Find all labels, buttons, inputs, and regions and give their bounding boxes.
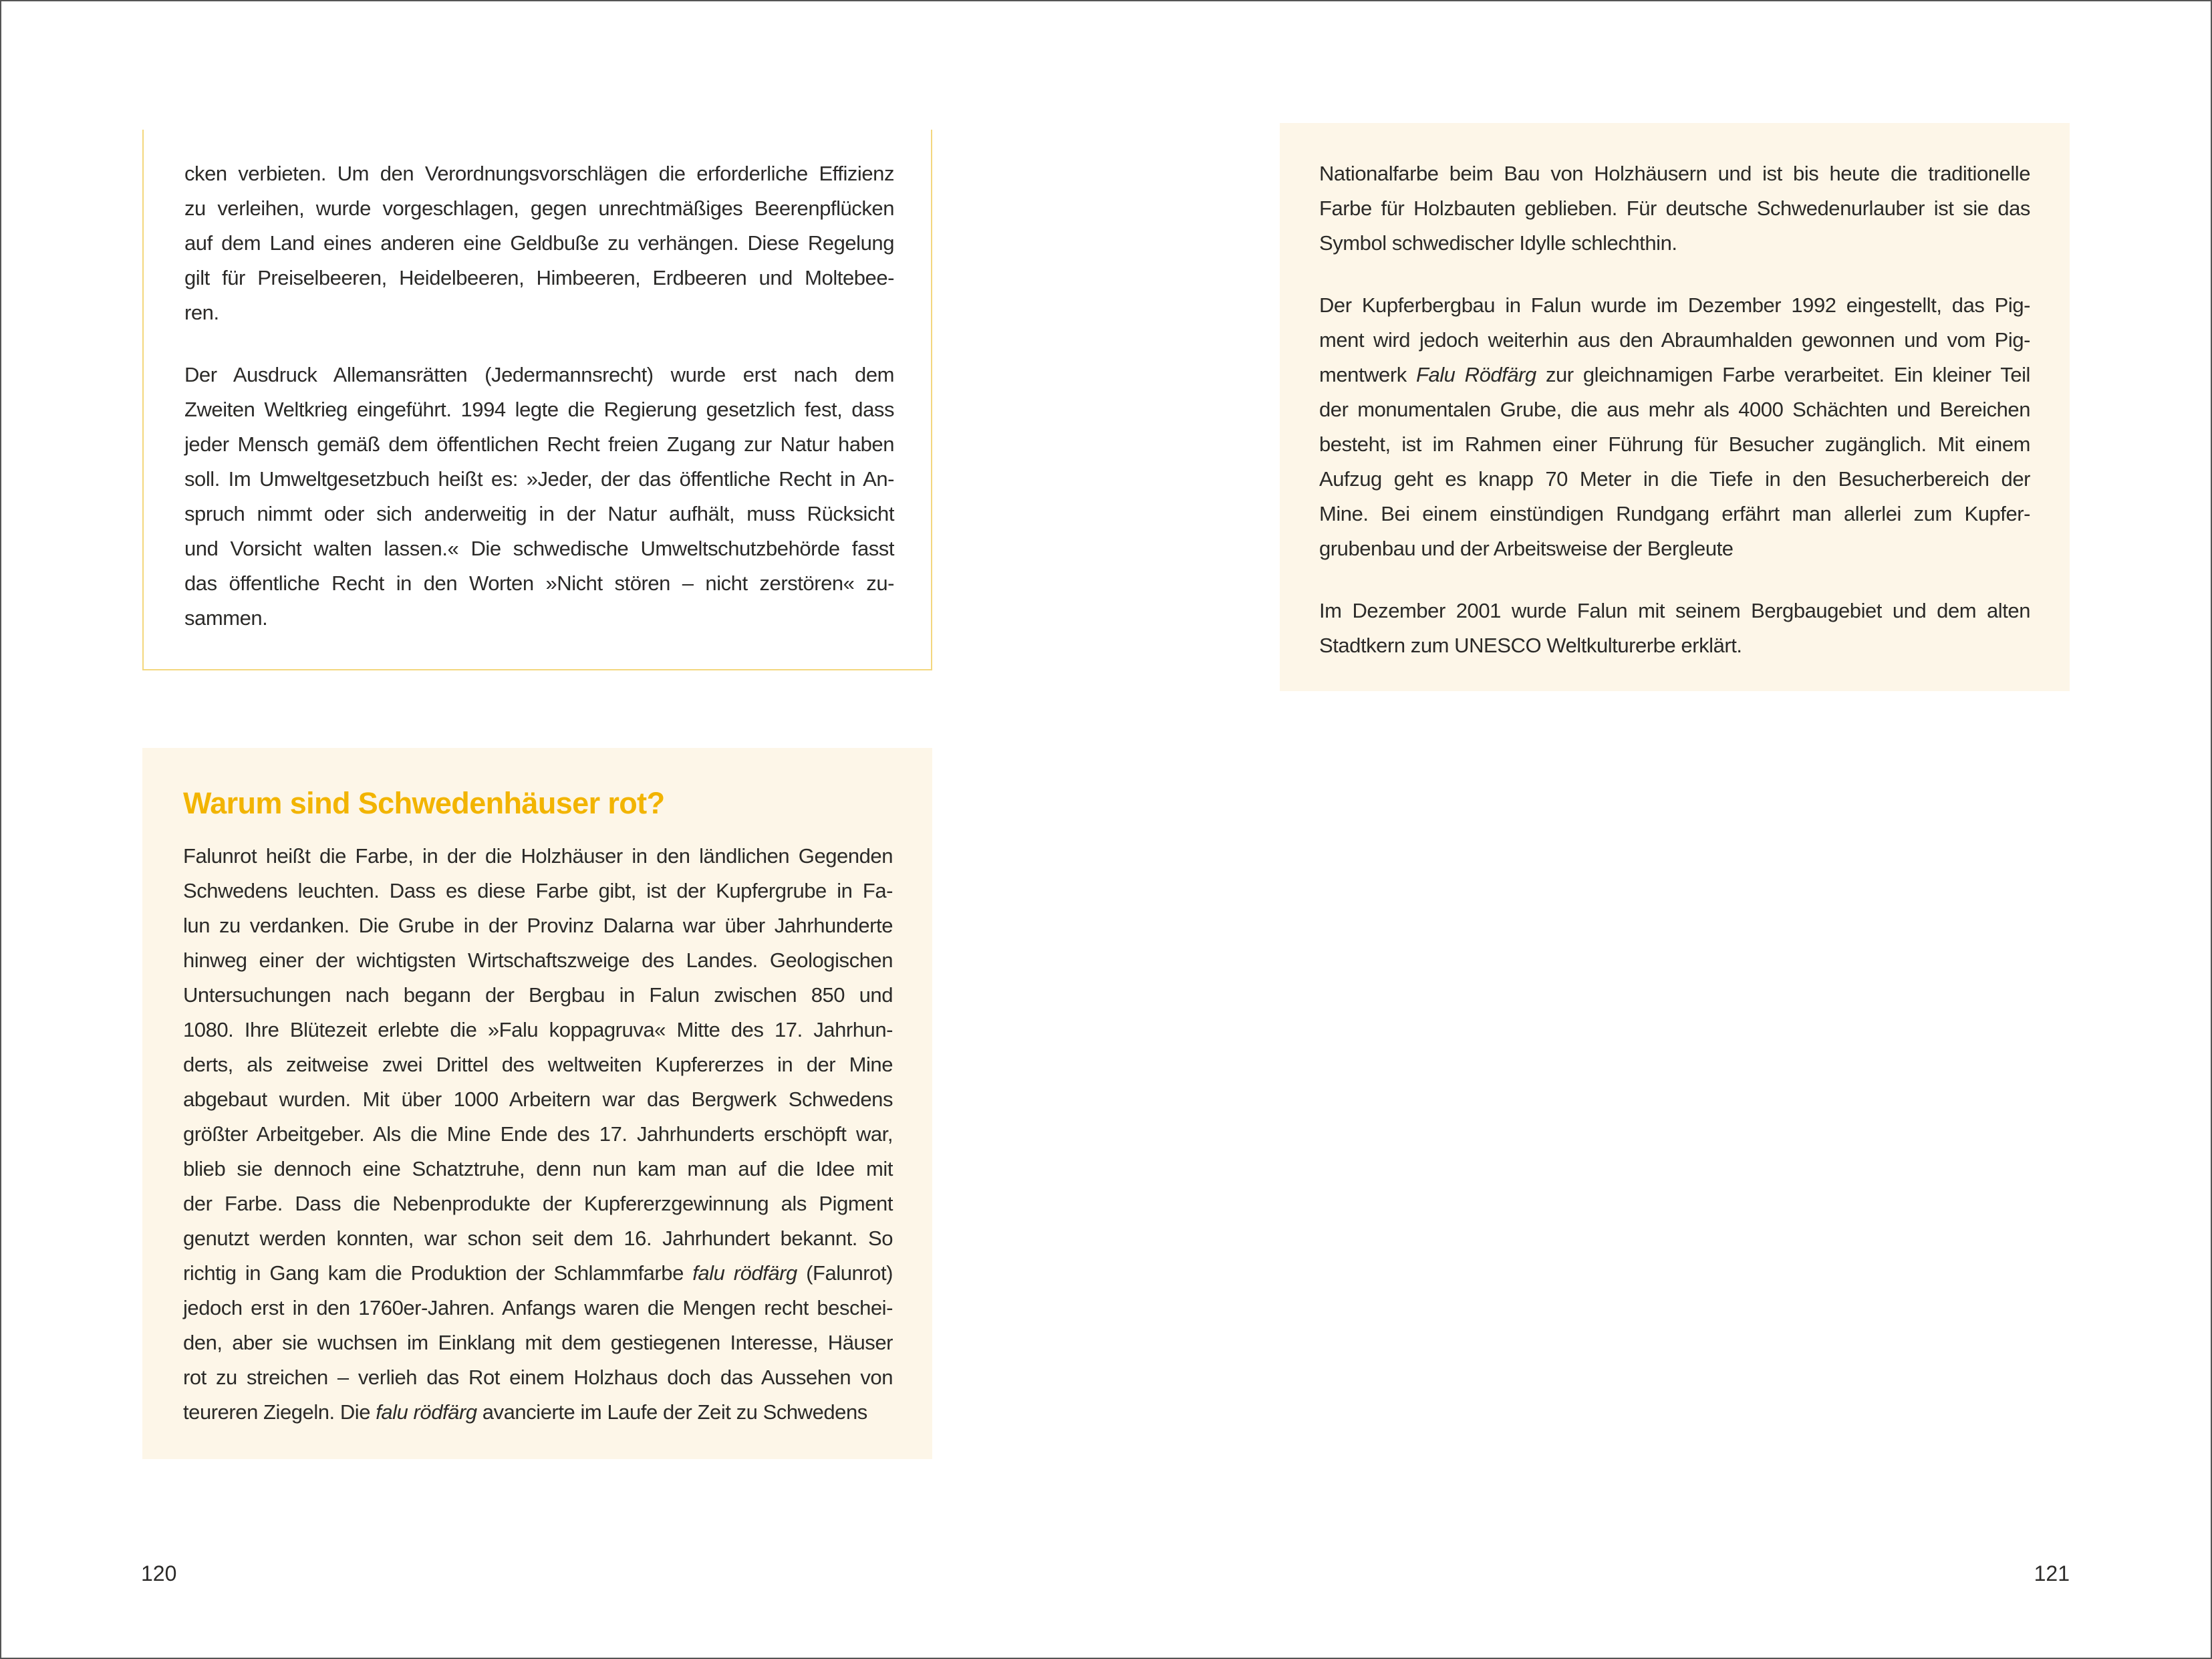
text-line [184,531,894,566]
text-line [184,226,894,261]
text-segment: avancierte im Laufe der Zeit zu Schwedens [476,1400,867,1424]
paragraph [184,358,894,636]
paragraph [1319,594,2030,663]
text-line [1319,358,2030,392]
falunrot-info-box [142,748,932,1459]
text-segment: genutzt werden konnten, war schon seit dem 16. Jahrhundert bekannt. So [183,1227,893,1250]
text-segment: jeder Mensch gemäß dem öffentlichen Recht freien Zugang zur Natur haben [184,432,894,456]
text-segment: zur gleichnamigen Farbe verarbeitet. Ein kleiner Teil [1536,363,2030,386]
text-segment: besteht, ist im Rahmen einer Führung für Besucher zugänglich. Mit einem [1319,432,2030,456]
text-line [1319,392,2030,427]
text-segment: 1080. Ihre Blütezeit erlebte die »Falu koppagruva« Mitte des 17. Jahrhun- [183,1018,893,1041]
text-line [184,427,894,462]
text-line [184,295,894,330]
text-segment: Nationalfarbe beim Bau von Holzhäusern und ist bis heute die traditionelle [1319,162,2030,185]
text-segment: Farbe für Holzbauten geblieben. Für deutsche Schwedenurlauber ist sie das [1319,197,2030,220]
text-segment: sammen. [184,606,268,630]
page-number-left: 120 [141,1561,177,1585]
text-line [183,1047,893,1082]
page-number-right: 121 [2034,1561,2070,1585]
text-segment: Aufzug geht es knapp 70 Meter in die Tiefe in den Besucherbereich der [1319,467,2030,491]
text-line [183,1152,893,1186]
text-line [184,392,894,427]
box-text [184,156,894,636]
text-line [1319,156,2030,191]
text-segment: ren. [184,301,219,324]
italic-text: Falu Rödfärg [1415,363,1536,386]
text-segment: cken verbieten. Um den Verordnungsvorschlägen die erforderliche Effizienz [184,162,894,185]
text-line [1319,427,2030,462]
text-line [1319,531,2030,566]
text-segment: grubenbau und der Arbeitsweise der Bergleute [1319,537,1734,560]
text-segment: der monumentalen Grube, die aus mehr als 4000 Schächten und Bereichen [1319,398,2030,421]
text-line [183,874,893,908]
text-line [184,261,894,295]
text-line [183,978,893,1013]
text-segment: Zweiten Weltkrieg eingeführt. 1994 legte die Regierung gesetzlich fest, dass [184,398,894,421]
text-line [183,1082,893,1117]
text-segment: Mine. Bei einem einstündigen Rundgang erfährt man allerlei zum Kupfer- [1319,502,2030,525]
text-segment: und Vorsicht walten lassen.« Die schwedische Umweltschutzbehörde fasst [184,537,894,560]
text-segment: lun zu verdanken. Die Grube in der Provinz Dalarna war über Jahrhunderte [183,914,893,937]
text-line [184,601,894,636]
text-segment: Im Dezember 2001 wurde Falun mit seinem Bergbaugebiet und dem alten [1319,599,2030,622]
text-line [184,156,894,191]
text-line [183,908,893,943]
text-line [183,1186,893,1221]
text-line [183,1013,893,1047]
text-line [184,566,894,601]
paragraph [1319,288,2030,566]
text-line [183,1325,893,1360]
text-segment: größter Arbeitgeber. Als die Mine Ende des 17. Jahrhunderts erschöpft war, [183,1122,893,1146]
text-segment: richtig in Gang kam die Produktion der Schlammfarbe [183,1261,693,1285]
text-line [183,943,893,978]
text-line [1319,497,2030,531]
text-segment: spruch nimmt oder sich anderweitig in der Natur aufhält, muss Rücksicht [184,502,894,525]
text-line [183,1221,893,1256]
text-line [183,1360,893,1395]
text-segment: Der Kupferbergbau in Falun wurde im Dezember 1992 eingestellt, das Pig- [1319,293,2030,317]
text-segment: Falunrot heißt die Farbe, in der die Holzhäuser in den ländlichen Gegenden [183,844,893,868]
text-line [183,1256,893,1291]
text-line [184,191,894,226]
text-line [184,497,894,531]
text-segment: Schwedens leuchten. Dass es diese Farbe gibt, ist der Kupfergrube in Fa- [183,879,893,902]
box-text [1319,156,2030,663]
text-segment: das öffentliche Recht in den Worten »Nicht stören – nicht zerstören« zu- [184,571,894,595]
text-segment: abgebaut wurden. Mit über 1000 Arbeitern war das Bergwerk Schwedens [183,1088,893,1111]
text-segment: jedoch erst in den 1760er-Jahren. Anfangs waren die Mengen recht beschei- [183,1296,893,1319]
text-segment: gilt für Preiselbeeren, Heidelbeeren, Himbeeren, Erdbeeren und Moltebee- [184,266,894,289]
text-segment: den, aber sie wuchsen im Einklang mit dem gestiegenen Interesse, Häuser [183,1331,893,1354]
text-segment: zu verleihen, wurde vorgeschlagen, gegen unrechtmäßiges Beerenpflücken [184,197,894,220]
allemansratten-continuation-box [142,130,932,670]
italic-text: falu rödfärg [376,1400,477,1424]
text-segment: der Farbe. Dass die Nebenprodukte der Kupfererzgewinnung als Pigment [183,1192,893,1215]
text-segment: derts, als zeitweise zwei Drittel des weltweiten Kupfererzes in der Mine [183,1053,893,1076]
text-line [1319,323,2030,358]
text-segment: soll. Im Umweltgesetzbuch heißt es: »Jeder, der das öffentliche Recht in An- [184,467,894,491]
text-segment: (Falunrot) [797,1261,893,1285]
box-text [183,839,893,1430]
text-line [1319,191,2030,226]
text-line [183,1291,893,1325]
text-line [1319,288,2030,323]
text-segment: Stadtkern zum UNESCO Weltkulturerbe erklärt. [1319,634,1742,657]
italic-text: falu rödfärg [692,1261,797,1285]
text-segment: teureren Ziegeln. Die [183,1400,376,1424]
text-segment: ment wird jedoch weiterhin aus den Abraumhalden gewonnen und vom Pig- [1319,328,2030,352]
text-line [183,839,893,874]
text-line [184,358,894,392]
text-segment: auf dem Land eines anderen eine Geldbuße zu verhängen. Diese Regelung [184,231,894,255]
text-segment: rot zu streichen – verlieh das Rot einem Holzhaus doch das Aussehen von [183,1366,893,1389]
paragraph [184,156,894,330]
paragraph [1319,156,2030,261]
box-heading: Warum sind Schwedenhäuser rot? [183,786,665,820]
text-line [1319,628,2030,663]
text-line [1319,594,2030,628]
text-segment: mentwerk [1319,363,1416,386]
paragraph [183,839,893,1430]
falunrot-continuation-box [1280,123,2070,691]
text-line [183,1395,893,1430]
text-segment: blieb sie dennoch eine Schatztruhe, denn nun kam man auf die Idee mit [183,1157,893,1180]
text-segment: hinweg einer der wichtigsten Wirtschaftszweige des Landes. Geologischen [183,948,893,972]
text-segment: Untersuchungen nach begann der Bergbau in Falun zwischen 850 und [183,983,893,1007]
text-line [1319,462,2030,497]
text-line [183,1117,893,1152]
text-segment: Symbol schwedischer Idylle schlechthin. [1319,231,1677,255]
text-line [184,462,894,497]
text-line [1319,226,2030,261]
text-segment: Der Ausdruck Allemansrätten (Jedermannsrecht) wurde erst nach dem [184,363,894,386]
